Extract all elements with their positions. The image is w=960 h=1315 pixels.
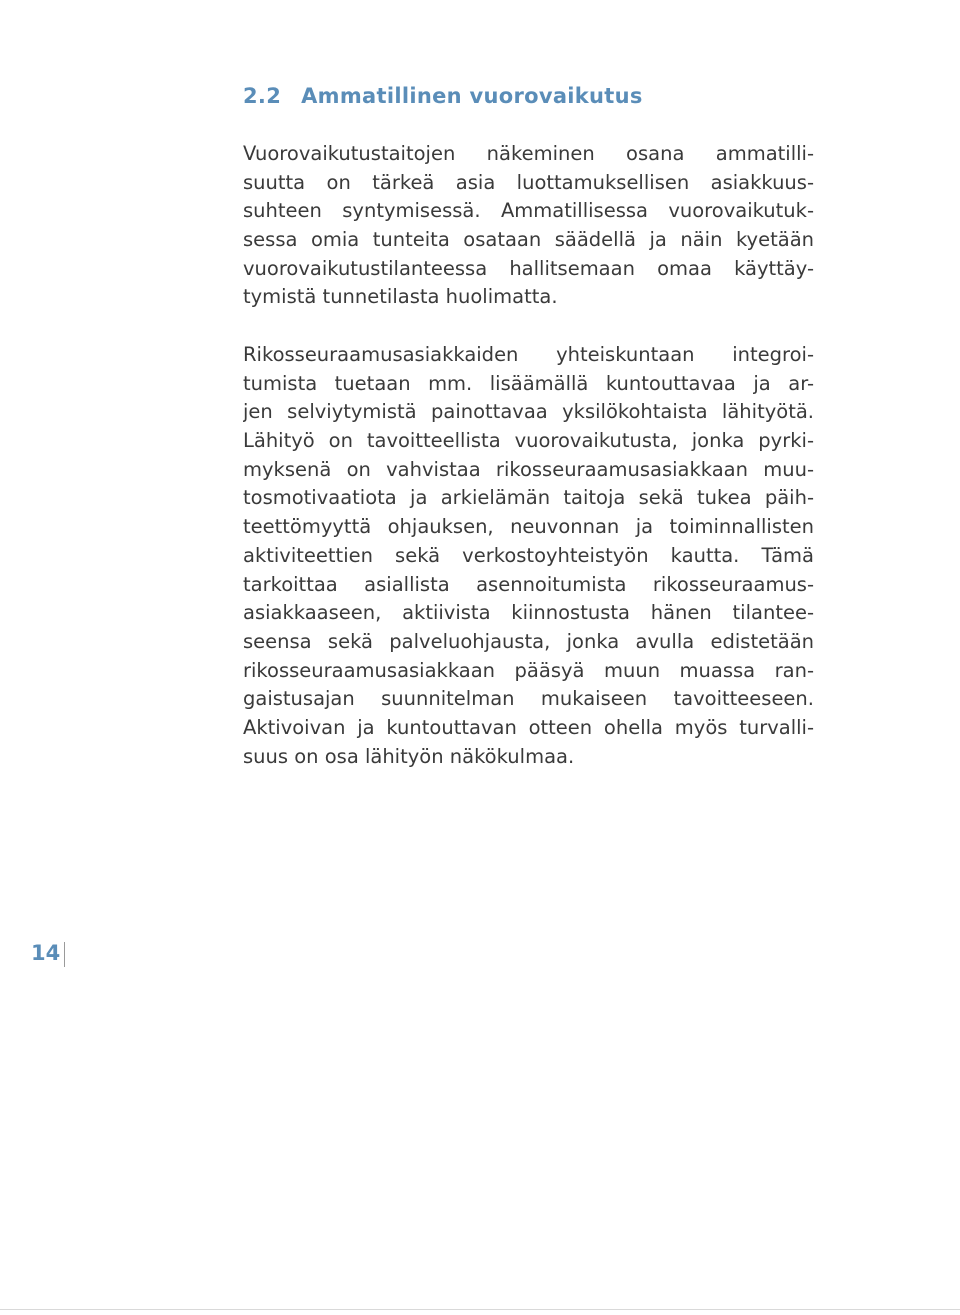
page-number: 14 (31, 941, 61, 965)
text-line: suhteen syntymisessä. Ammatillisessa vuorovaikutuk- (243, 199, 814, 223)
text-line: tosmotivaatiota ja arkielämän taitoja sekä tukea päih- (243, 486, 814, 510)
text-line: Aktivoivan ja kuntouttavan otteen ohella myös turvalli- (243, 715, 814, 739)
text-line: vuorovaikutustilanteessa hallitsemaan omaa käyttäy- (243, 256, 814, 280)
text-line: tarkoittaa asiallista asennoitumista rikosseuraamus- (243, 572, 814, 596)
text-line: seensa sekä palveluohjausta, jonka avulla edistetään (243, 629, 814, 653)
paragraph-1 (243, 140, 814, 312)
text-line: jen selviytymistä painottavaa yksilökohtaista lähityötä. (243, 400, 814, 424)
text-line: aktiviteettien sekä verkostoyhteistyön kautta. Tämä (243, 543, 814, 567)
text-line: Lähityö on tavoitteellista vuorovaikutusta, jonka pyrki- (243, 429, 814, 453)
section-heading (243, 84, 643, 108)
bottom-rule (0, 1309, 960, 1310)
page-number-divider (64, 942, 65, 967)
text-line: Vuorovaikutustaitojen näkeminen osana ammatilli- (243, 142, 814, 165)
text-line: suutta on tärkeä asia luottamuksellisen asiakkuus- (243, 170, 814, 194)
text-line: asiakkaaseen, aktiivista kiinnostusta hänen tilantee- (243, 601, 814, 625)
section-title: Ammatillinen vuorovaikutus (301, 84, 643, 108)
text-line: suus on osa lähityön näkökulmaa. (243, 744, 575, 768)
paragraph-2 (243, 341, 814, 771)
text-line: sessa omia tunteita osataan säädellä ja näin kyetään (243, 228, 814, 252)
text-line: tymistä tunnetilasta huolimatta. (243, 285, 558, 309)
text-line: rikosseuraamusasiakkaan pääsyä muun muassa ran- (243, 658, 814, 682)
section-number: 2.2 (243, 84, 282, 108)
text-line: gaistusajan suunnitelman mukaiseen tavoitteeseen. (243, 687, 814, 711)
text-line: tumista tuetaan mm. lisäämällä kuntouttavaa ja ar- (243, 371, 814, 395)
text-line: teettömyyttä ohjauksen, neuvonnan ja toiminnallisten (243, 515, 814, 539)
text-line: myksenä on vahvistaa rikosseuraamusasiakkaan muu- (243, 457, 814, 481)
text-line: Rikosseuraamusasiakkaiden yhteiskuntaan integroi- (243, 343, 814, 366)
